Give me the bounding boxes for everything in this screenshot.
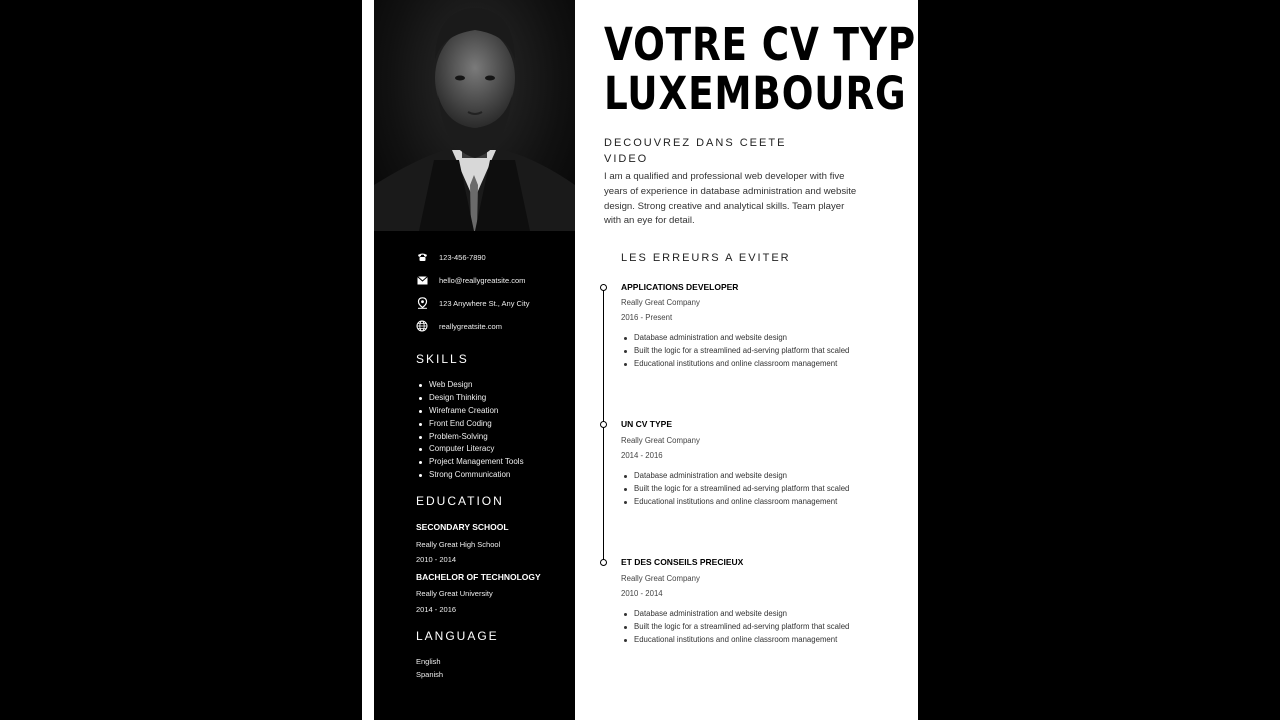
job-years: 2016 - Present — [621, 313, 673, 322]
job-bullet: Database administration and website design — [621, 332, 851, 345]
job-bullets — [621, 332, 851, 370]
contact-address — [416, 296, 529, 310]
education-years: 2010 - 2014 — [416, 555, 457, 564]
job-title: UN CV TYPE — [621, 419, 673, 429]
job-company: Really Great Company — [621, 298, 700, 307]
contact-phone-text: 123-456-7890 — [439, 252, 486, 262]
contact-website-text: reallygreatsite.com — [439, 321, 502, 331]
job-bullet: Database administration and website design — [621, 470, 851, 483]
contact-email-text: hello@reallygreatsite.com — [439, 275, 526, 285]
education-school: Really Great High School — [416, 540, 501, 549]
skill-item: Front End Coding — [416, 418, 524, 431]
job-company: Really Great Company — [621, 436, 700, 445]
skill-item: Web Design — [416, 379, 524, 392]
globe-icon — [416, 320, 428, 332]
experience-heading: LES ERREURS A EVITER — [621, 252, 791, 264]
location-icon — [416, 297, 428, 309]
education-school: Really Great University — [416, 589, 493, 598]
job-bullet: Educational institutions and online classroom management — [621, 496, 851, 509]
language-heading: LANGUAGE — [416, 629, 499, 643]
job-bullet: Built the logic for a streamlined ad-serving platform that scaled — [621, 621, 851, 634]
skill-item: Computer Literacy — [416, 443, 524, 456]
profile-photo — [374, 0, 575, 231]
skills-heading: SKILLS — [416, 352, 469, 366]
job-bullet: Built the logic for a streamlined ad-serving platform that scaled — [621, 345, 851, 358]
job-bullets — [621, 608, 851, 646]
skill-item: Strong Communication — [416, 469, 524, 482]
email-icon — [416, 274, 428, 286]
job-years: 2014 - 2016 — [621, 451, 663, 460]
job-bullet: Educational institutions and online classroom management — [621, 634, 851, 647]
phone-icon — [416, 251, 428, 263]
resume-sidebar — [374, 0, 575, 720]
contact-email — [416, 273, 525, 287]
timeline-dot — [600, 284, 607, 291]
job-bullets — [621, 470, 851, 508]
page-title — [604, 20, 942, 118]
page-subtitle: DECOUVREZ DANS CEETE VIDEO — [604, 137, 787, 165]
skills-list — [416, 379, 524, 482]
language-item: Spanish — [416, 670, 444, 679]
skill-item: Project Management Tools — [416, 456, 524, 469]
page-title-line1: VOTRE CV TYPE — [604, 18, 943, 71]
timeline-dot — [600, 559, 607, 566]
profile-summary: I am a qualified and professional web developer with five years of experience in database administration and website design. Strong creative and analytical skills. Team player with an eye for detail. — [604, 171, 857, 227]
skill-item: Wireframe Creation — [416, 405, 524, 418]
education-heading: EDUCATION — [416, 494, 504, 508]
job-bullet: Database administration and website design — [621, 608, 851, 621]
contact-website — [416, 319, 502, 333]
contact-phone — [416, 250, 486, 264]
job-years: 2010 - 2014 — [621, 589, 663, 598]
contact-address-text: 123 Anywhere St., Any City — [439, 298, 530, 308]
education-title: BACHELOR OF TECHNOLOGY — [416, 572, 541, 582]
job-title: ET DES CONSEILS PRECIEUX — [621, 557, 744, 567]
job-title: APPLICATIONS DEVELOPER — [621, 282, 739, 292]
page-title-line2: LUXEMBOURG — [604, 67, 907, 120]
timeline-dot — [600, 421, 607, 428]
job-bullet: Built the logic for a streamlined ad-serving platform that scaled — [621, 483, 851, 496]
skill-item: Problem-Solving — [416, 431, 524, 444]
education-title: SECONDARY SCHOOL — [416, 522, 509, 532]
job-bullet: Educational institutions and online classroom management — [621, 358, 851, 371]
language-item: English — [416, 657, 441, 666]
education-years: 2014 - 2016 — [416, 605, 457, 614]
skill-item: Design Thinking — [416, 392, 524, 405]
job-company: Really Great Company — [621, 574, 700, 583]
